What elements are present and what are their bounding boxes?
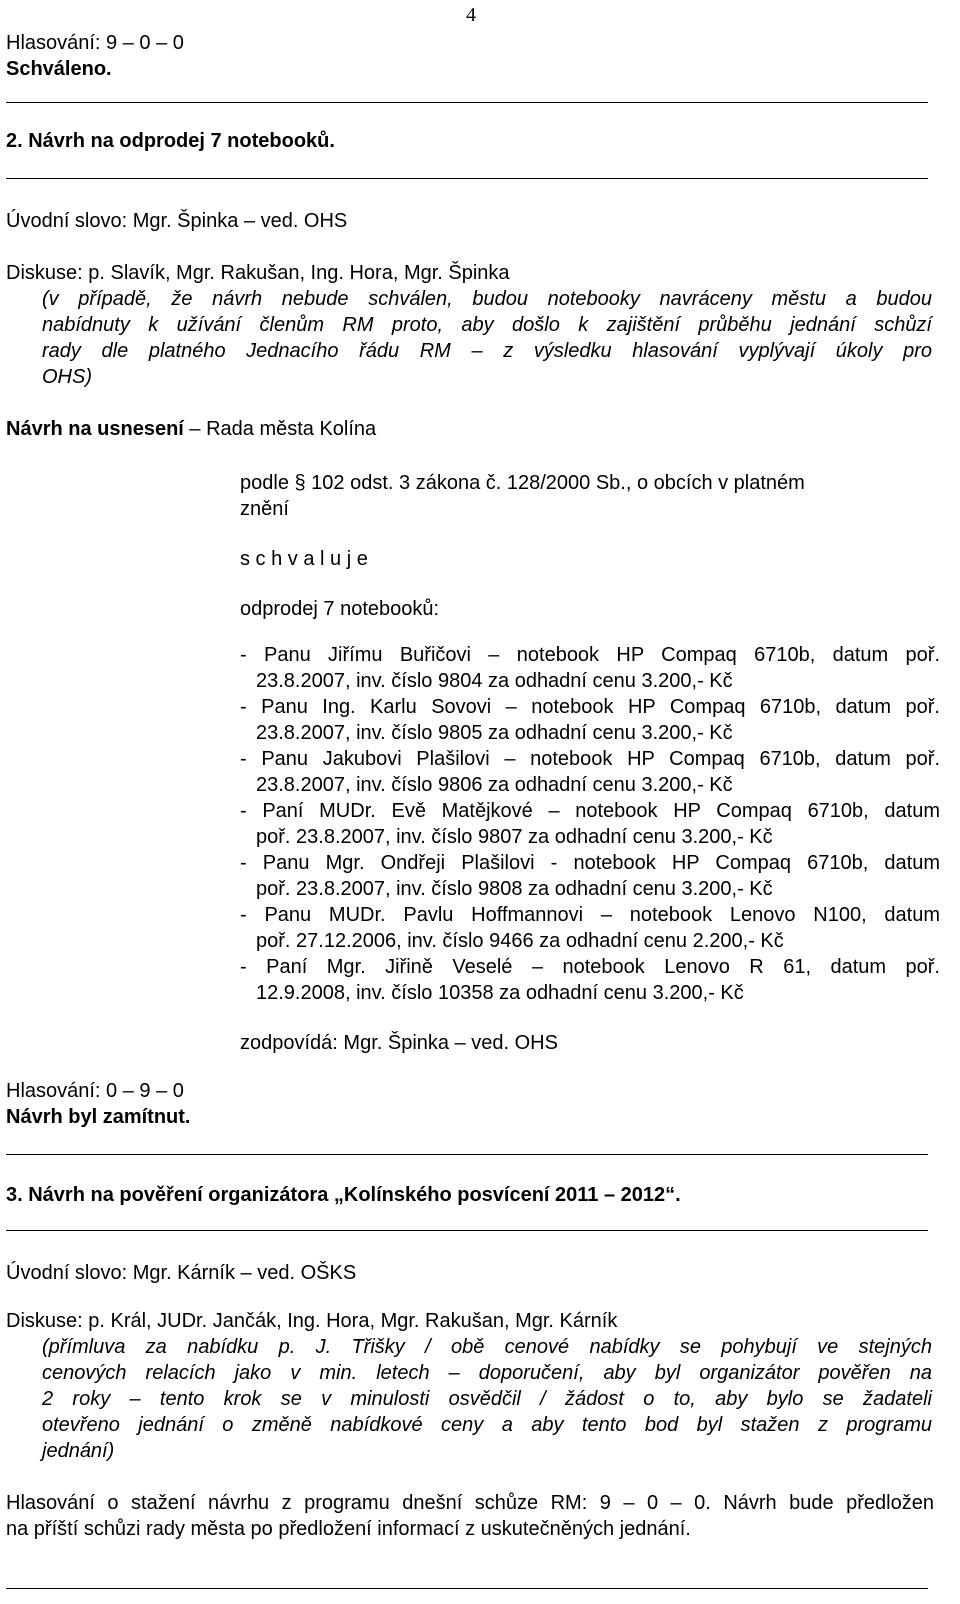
list-item: - Paní Mgr. Jiřině Veselé – notebook Lenovo R 61, datum poř. <box>240 956 940 978</box>
note-line: 2 roky – tento krok se v minulosti osvědčil / žádost o to, aby bylo se žadateli <box>42 1388 932 1410</box>
legal-basis: podle § 102 odst. 3 zákona č. 128/2000 Sb., o obcích v platném <box>240 472 805 494</box>
list-item: - Paní MUDr. Evě Matějkové – notebook HP Compaq 6710b, datum <box>240 800 940 822</box>
list-item: - Panu Mgr. Ondřeji Plašilovi - notebook HP Compaq 6710b, datum <box>240 852 940 874</box>
sale-heading: odprodej 7 notebooků: <box>240 598 440 620</box>
vote-statement <box>6 1490 934 1542</box>
discussion: Diskuse: p. Král, JUDr. Jančák, Ing. Hora, Mgr. Rakušan, Mgr. Kárník <box>6 1310 618 1332</box>
vote-label: Hlasování: 9 – 0 – 0 <box>6 32 184 54</box>
divider <box>6 1230 928 1231</box>
vote-statement-line: na příští schůzi rady města po předložení informací z uskutečněných jednání. <box>6 1518 691 1540</box>
note-line: (přímluva za nabídku p. J. Třišky / obě cenové nabídky se pohybují ve stejných <box>42 1336 932 1358</box>
approves-keyword: s c h v a l u j e <box>240 548 368 570</box>
sale-list <box>240 642 940 1006</box>
proposal-heading <box>6 416 376 442</box>
list-item: - Panu Jakubovi Plašilovi – notebook HP Compaq 6710b, datum poř. <box>240 748 940 770</box>
list-item: - Panu Ing. Karlu Sovovi – notebook HP Compaq 6710b, datum poř. <box>240 696 940 718</box>
section-title: 2. Návrh na odprodej 7 notebooků. <box>6 130 335 152</box>
proposal-body: – Rada města Kolína <box>183 418 377 440</box>
resolution <box>240 470 940 1006</box>
note-line: otevřeno jednání o změně nabídkové ceny a aby tento bod byl stažen z programu <box>42 1414 932 1436</box>
list-item-cont: 23.8.2007, inv. číslo 9804 za odhadní cenu 3.200,- Kč <box>256 670 733 692</box>
intro-speaker: Úvodní slovo: Mgr. Špinka – ved. OHS <box>6 210 348 232</box>
divider <box>6 102 928 103</box>
list-item-cont: 12.9.2008, inv. číslo 10358 za odhadní cenu 3.200,- Kč <box>256 982 744 1004</box>
discussion-note <box>42 1334 932 1464</box>
legal-basis-cont: znění <box>240 498 289 520</box>
page-number: 4 <box>466 4 476 26</box>
list-item-cont: poř. 23.8.2007, inv. číslo 9807 za odhadní cenu 3.200,- Kč <box>256 826 773 848</box>
proposal-label: Návrh na usnesení <box>6 418 184 440</box>
section-title: 3. Návrh na pověření organizátora „Kolínského posvícení 2011 – 2012“. <box>6 1184 681 1206</box>
vote-statement-line: Hlasování o stažení návrhu z programu dnešní schůze RM: 9 – 0 – 0. Návrh bude předložen <box>6 1492 934 1514</box>
divider <box>6 178 928 179</box>
divider <box>6 1154 928 1155</box>
vote-label: Hlasování: 0 – 9 – 0 <box>6 1080 184 1102</box>
discussion-note <box>42 286 932 390</box>
note-line: rady dle platného Jednacího řádu RM – z výsledku hlasování vyplývají úkoly pro <box>42 340 932 362</box>
note-line: nabídnuty k užívání členům RM proto, aby došlo k zajištění průběhu jednání schůzí <box>42 314 932 336</box>
list-item: - Panu Jiřímu Buřičovi – notebook HP Compaq 6710b, datum poř. <box>240 644 940 666</box>
intro-speaker: Úvodní slovo: Mgr. Kárník – ved. OŠKS <box>6 1262 357 1284</box>
list-item: - Panu MUDr. Pavlu Hoffmannovi – notebook Lenovo N100, datum <box>240 904 940 926</box>
list-item-cont: poř. 27.12.2006, inv. číslo 9466 za odhadní cenu 2.200,- Kč <box>256 930 784 952</box>
list-item-cont: poř. 23.8.2007, inv. číslo 9808 za odhadní cenu 3.200,- Kč <box>256 878 773 900</box>
responsible: zodpovídá: Mgr. Špinka – ved. OHS <box>240 1032 558 1054</box>
note-line: (v případě, že návrh nebude schválen, budou notebooky navráceny městu a budou <box>42 288 932 310</box>
divider <box>6 1588 928 1589</box>
list-item-cont: 23.8.2007, inv. číslo 9806 za odhadní cenu 3.200,- Kč <box>256 774 733 796</box>
list-item-cont: 23.8.2007, inv. číslo 9805 za odhadní cenu 3.200,- Kč <box>256 722 733 744</box>
vote-result: Schváleno. <box>6 58 112 80</box>
discussion: Diskuse: p. Slavík, Mgr. Rakušan, Ing. Hora, Mgr. Špinka <box>6 262 510 284</box>
vote-result: Návrh byl zamítnut. <box>6 1106 191 1128</box>
note-line: jednání) <box>42 1440 115 1462</box>
note-line: OHS) <box>42 366 92 388</box>
note-line: cenových relacích jako v min. letech – doporučení, aby byl organizátor pověřen na <box>42 1362 932 1384</box>
